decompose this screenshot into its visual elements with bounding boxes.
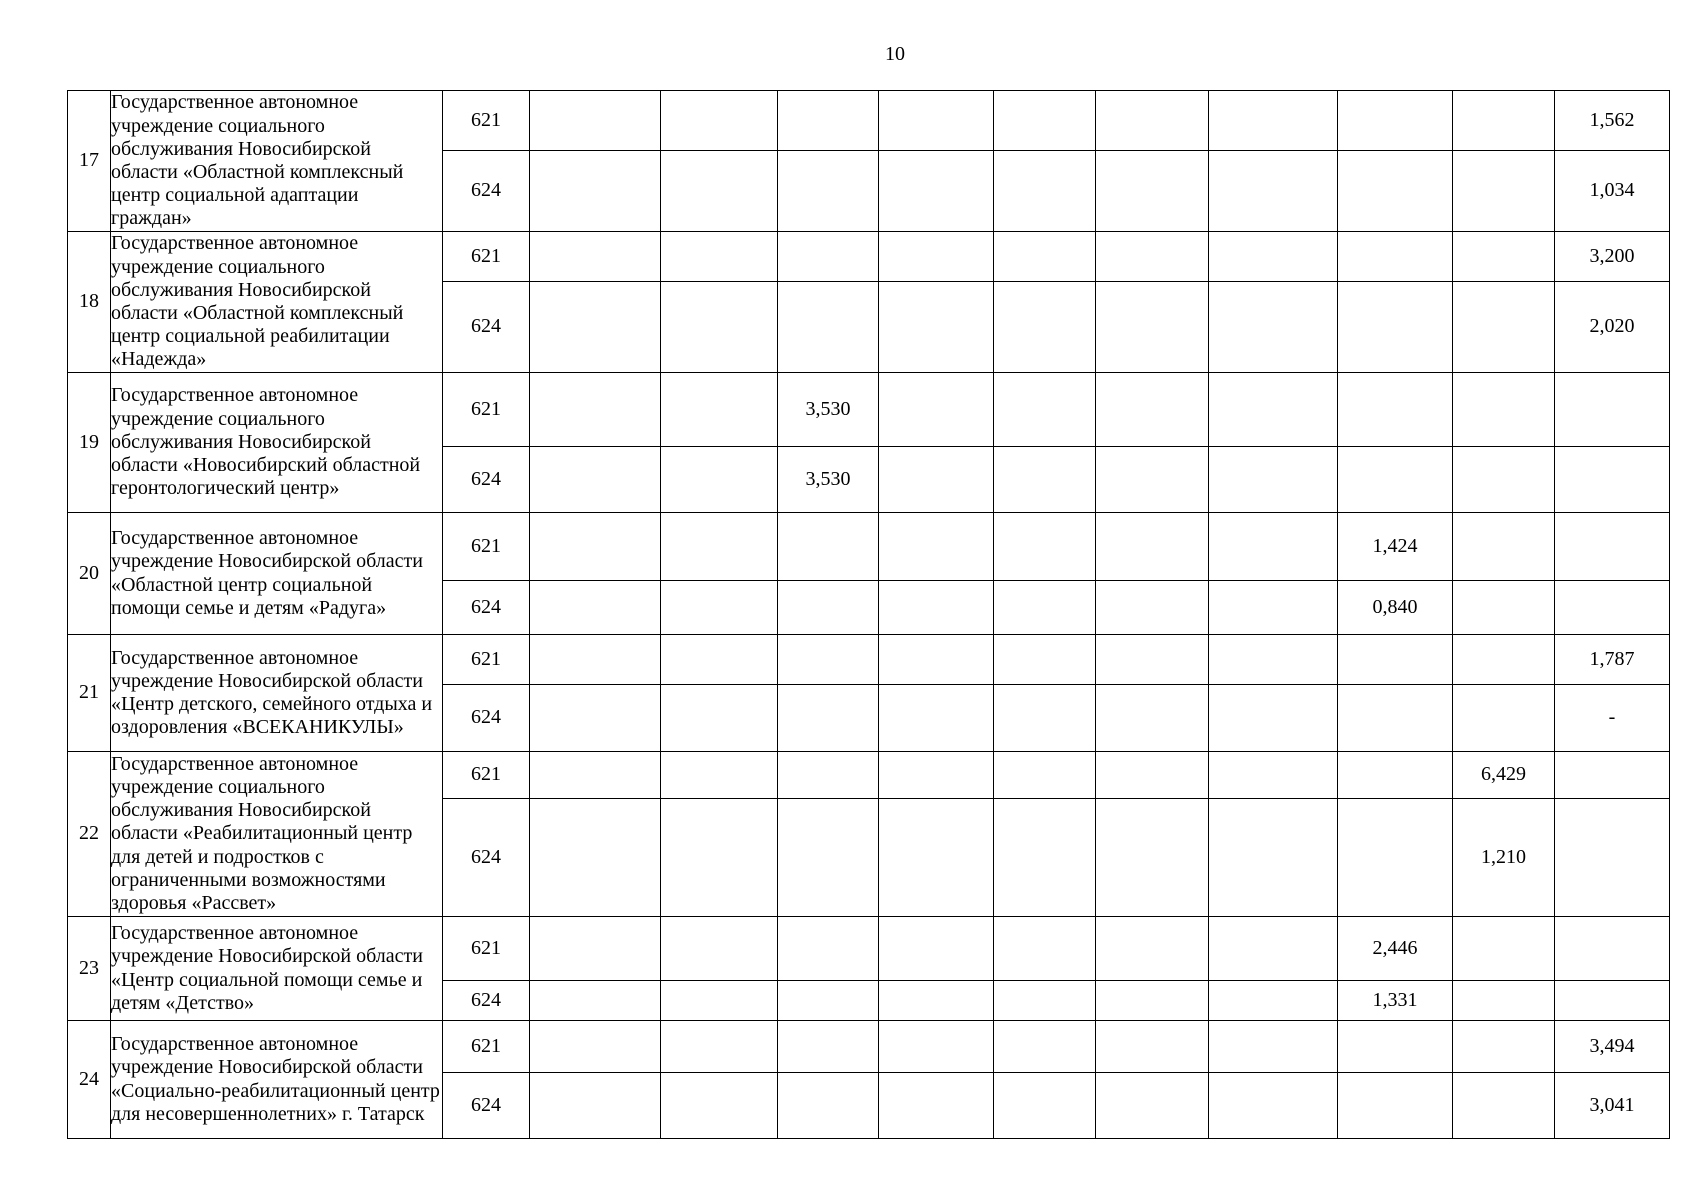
value-cell (1209, 752, 1338, 799)
value-cell (1453, 151, 1555, 232)
value-cell (879, 917, 994, 981)
value-cell (879, 799, 994, 917)
value-cell (530, 513, 661, 581)
value-cell (1209, 799, 1338, 917)
value-cell (661, 151, 778, 232)
value-cell: 1,787 (1555, 635, 1670, 685)
value-cell: 6,429 (1453, 752, 1555, 799)
value-cell (1209, 232, 1338, 282)
value-cell (1453, 1073, 1555, 1139)
expense-code: 624 (443, 151, 530, 232)
expense-code: 624 (443, 981, 530, 1021)
expense-code: 621 (443, 232, 530, 282)
value-cell (1096, 151, 1209, 232)
value-cell (1338, 685, 1453, 752)
value-cell (778, 513, 879, 581)
value-cell (1209, 981, 1338, 1021)
value-cell (994, 981, 1096, 1021)
value-cell (778, 282, 879, 373)
expense-code: 624 (443, 799, 530, 917)
value-cell (778, 981, 879, 1021)
value-cell (530, 151, 661, 232)
value-cell (1338, 373, 1453, 447)
institution-name: Государственное автономное учреждение социального обслуживания Новосибирской области «Областной комплексный центр социальной адаптации граждан» (111, 91, 443, 232)
value-cell (778, 1073, 879, 1139)
value-cell (1453, 91, 1555, 151)
value-cell (530, 581, 661, 635)
value-cell (661, 581, 778, 635)
institution-name: Государственное автономное учреждение социального обслуживания Новосибирской области «Реабилитационный центр для детей и подростков с ограниченными возможностями здоровья «Рассвет» (111, 752, 443, 917)
value-cell (1209, 373, 1338, 447)
value-cell (530, 447, 661, 513)
table-row (68, 752, 1670, 799)
value-cell (661, 752, 778, 799)
value-cell (661, 447, 778, 513)
value-cell (994, 447, 1096, 513)
expense-code: 624 (443, 685, 530, 752)
value-cell (661, 1021, 778, 1073)
value-cell (1338, 1073, 1453, 1139)
value-cell (994, 1021, 1096, 1073)
value-cell (778, 1021, 879, 1073)
table-row (68, 373, 1670, 447)
row-number: 17 (68, 91, 111, 232)
table-row (68, 1021, 1670, 1073)
value-cell (879, 1073, 994, 1139)
value-cell: - (1555, 685, 1670, 752)
expense-code: 621 (443, 373, 530, 447)
value-cell (1338, 752, 1453, 799)
value-cell (879, 447, 994, 513)
value-cell (661, 373, 778, 447)
value-cell (1209, 91, 1338, 151)
row-number: 22 (68, 752, 111, 917)
value-cell (879, 513, 994, 581)
value-cell (879, 373, 994, 447)
value-cell (661, 232, 778, 282)
expense-code: 621 (443, 917, 530, 981)
value-cell (879, 1021, 994, 1073)
value-cell (1555, 373, 1670, 447)
value-cell (1555, 917, 1670, 981)
value-cell (1096, 981, 1209, 1021)
value-cell (661, 685, 778, 752)
table-body (68, 91, 1670, 1139)
value-cell: 3,200 (1555, 232, 1670, 282)
value-cell (1209, 282, 1338, 373)
value-cell: 2,020 (1555, 282, 1670, 373)
value-cell (1209, 1073, 1338, 1139)
value-cell (1453, 685, 1555, 752)
value-cell (530, 91, 661, 151)
value-cell (1453, 1021, 1555, 1073)
value-cell (1096, 635, 1209, 685)
expense-code: 621 (443, 752, 530, 799)
table-row (68, 917, 1670, 981)
expense-code: 624 (443, 447, 530, 513)
value-cell (994, 917, 1096, 981)
institution-name: Государственное автономное учреждение социального обслуживания Новосибирской области «Новосибирский областной геронтологический центр» (111, 373, 443, 513)
value-cell (879, 635, 994, 685)
value-cell (661, 917, 778, 981)
value-cell: 1,034 (1555, 151, 1670, 232)
value-cell (661, 635, 778, 685)
value-cell (1209, 685, 1338, 752)
value-cell (778, 91, 879, 151)
row-number: 20 (68, 513, 111, 635)
value-cell (994, 1073, 1096, 1139)
expense-code: 624 (443, 282, 530, 373)
value-cell: 2,446 (1338, 917, 1453, 981)
table-row (68, 513, 1670, 581)
value-cell: 1,210 (1453, 799, 1555, 917)
row-number: 21 (68, 635, 111, 752)
value-cell (1096, 91, 1209, 151)
value-cell (1453, 581, 1555, 635)
expense-code: 621 (443, 635, 530, 685)
expense-code: 624 (443, 1073, 530, 1139)
value-cell (1209, 917, 1338, 981)
table-row (68, 635, 1670, 685)
value-cell (1555, 799, 1670, 917)
value-cell (1209, 635, 1338, 685)
value-cell (994, 373, 1096, 447)
institution-name: Государственное автономное учреждение социального обслуживания Новосибирской области «Областной комплексный центр социальной реабилитации «Надежда» (111, 232, 443, 373)
value-cell (1096, 799, 1209, 917)
value-cell (879, 91, 994, 151)
value-cell (530, 981, 661, 1021)
value-cell (994, 752, 1096, 799)
value-cell (778, 581, 879, 635)
row-number: 23 (68, 917, 111, 1021)
value-cell (530, 917, 661, 981)
value-cell (994, 635, 1096, 685)
institution-name: Государственное автономное учреждение Новосибирской области «Областной центр социальной помощи семье и детям «Радуга» (111, 513, 443, 635)
value-cell: 3,530 (778, 373, 879, 447)
value-cell (661, 1073, 778, 1139)
value-cell (879, 752, 994, 799)
value-cell (1209, 513, 1338, 581)
expense-code: 624 (443, 581, 530, 635)
value-cell (1338, 799, 1453, 917)
value-cell (1555, 981, 1670, 1021)
value-cell (994, 581, 1096, 635)
value-cell (994, 232, 1096, 282)
value-cell (530, 373, 661, 447)
value-cell (1338, 447, 1453, 513)
value-cell (778, 151, 879, 232)
value-cell (1096, 232, 1209, 282)
value-cell (879, 981, 994, 1021)
table-row (68, 91, 1670, 151)
value-cell: 0,840 (1338, 581, 1453, 635)
value-cell (530, 232, 661, 282)
value-cell (1209, 151, 1338, 232)
value-cell (994, 91, 1096, 151)
value-cell: 3,041 (1555, 1073, 1670, 1139)
row-number: 24 (68, 1021, 111, 1139)
value-cell (778, 917, 879, 981)
value-cell (1338, 91, 1453, 151)
value-cell (1338, 151, 1453, 232)
value-cell: 3,530 (778, 447, 879, 513)
value-cell (1555, 447, 1670, 513)
page-number: 10 (885, 43, 905, 65)
value-cell: 1,331 (1338, 981, 1453, 1021)
value-cell (661, 282, 778, 373)
value-cell (879, 151, 994, 232)
value-cell (1096, 282, 1209, 373)
value-cell (530, 685, 661, 752)
value-cell (1209, 1021, 1338, 1073)
row-number: 18 (68, 232, 111, 373)
value-cell: 1,424 (1338, 513, 1453, 581)
value-cell (778, 799, 879, 917)
table-row (68, 232, 1670, 282)
value-cell (530, 1073, 661, 1139)
value-cell (661, 513, 778, 581)
value-cell (1453, 635, 1555, 685)
value-cell (1453, 447, 1555, 513)
value-cell (1096, 513, 1209, 581)
expense-code: 621 (443, 91, 530, 151)
value-cell (879, 282, 994, 373)
value-cell (1338, 282, 1453, 373)
value-cell (1209, 447, 1338, 513)
value-cell (1453, 513, 1555, 581)
value-cell (1096, 1021, 1209, 1073)
value-cell (778, 635, 879, 685)
value-cell (661, 799, 778, 917)
allocation-table (67, 90, 1670, 1139)
value-cell (879, 581, 994, 635)
value-cell (1096, 373, 1209, 447)
value-cell: 1,562 (1555, 91, 1670, 151)
value-cell (778, 232, 879, 282)
value-cell (1209, 581, 1338, 635)
value-cell (994, 513, 1096, 581)
value-cell (1555, 581, 1670, 635)
value-cell (994, 799, 1096, 917)
value-cell (530, 635, 661, 685)
value-cell (1096, 917, 1209, 981)
value-cell (778, 752, 879, 799)
value-cell (1096, 1073, 1209, 1139)
institution-name: Государственное автономное учреждение Новосибирской области «Центр социальной помощи семье и детям «Детство» (111, 917, 443, 1021)
row-number: 19 (68, 373, 111, 513)
value-cell (1338, 232, 1453, 282)
value-cell (994, 282, 1096, 373)
value-cell (1338, 635, 1453, 685)
expense-code: 621 (443, 1021, 530, 1073)
value-cell (1453, 282, 1555, 373)
value-cell (994, 151, 1096, 232)
value-cell (1453, 373, 1555, 447)
value-cell (1555, 513, 1670, 581)
value-cell (778, 685, 879, 752)
value-cell (530, 799, 661, 917)
value-cell (994, 685, 1096, 752)
value-cell (1453, 981, 1555, 1021)
value-cell (1096, 752, 1209, 799)
value-cell (1453, 917, 1555, 981)
value-cell (661, 981, 778, 1021)
value-cell (1453, 232, 1555, 282)
value-cell (1096, 685, 1209, 752)
value-cell (661, 91, 778, 151)
value-cell: 3,494 (1555, 1021, 1670, 1073)
institution-name: Государственное автономное учреждение Новосибирской области «Центр детского, семейного отдыха и оздоровления «ВСЕКАНИКУЛЫ» (111, 635, 443, 752)
value-cell (1096, 581, 1209, 635)
value-cell (1096, 447, 1209, 513)
value-cell (1338, 1021, 1453, 1073)
institution-name: Государственное автономное учреждение Новосибирской области «Социально-реабилитационный центр для несовершеннолетних» г. Татарск (111, 1021, 443, 1139)
expense-code: 621 (443, 513, 530, 581)
value-cell (879, 232, 994, 282)
value-cell (879, 685, 994, 752)
value-cell (530, 752, 661, 799)
value-cell (530, 282, 661, 373)
value-cell (530, 1021, 661, 1073)
value-cell (1555, 752, 1670, 799)
